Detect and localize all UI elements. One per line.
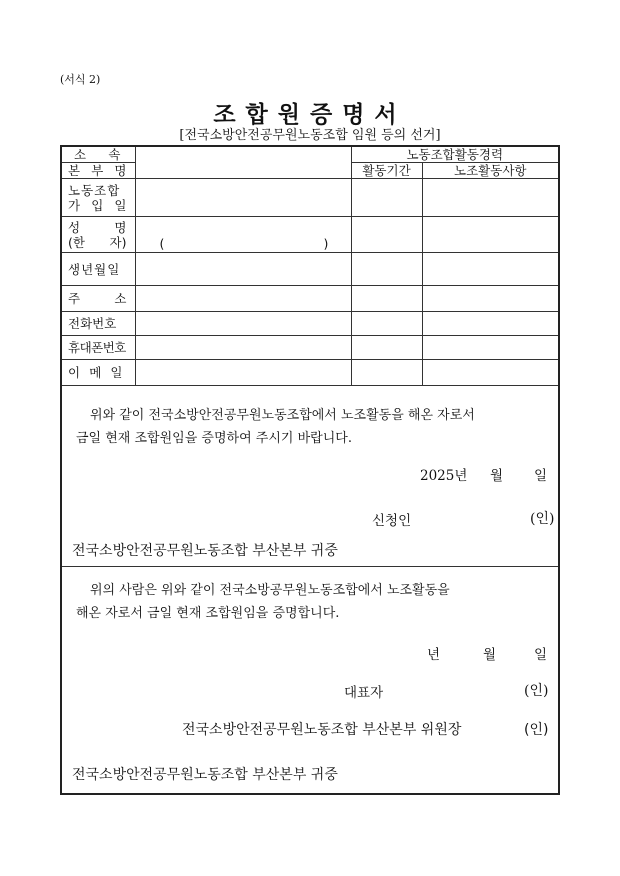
request-month: 월 bbox=[490, 468, 504, 484]
period-cell-7[interactable] bbox=[351, 360, 422, 386]
document-subtitle: [전국소방안전공무원노동조합 임원 등의 선거] bbox=[179, 128, 441, 143]
name-label: 성 명 (한 자) bbox=[62, 217, 135, 253]
activity-header: 노조활동사항 bbox=[422, 163, 558, 179]
certify-day: 일 bbox=[534, 647, 548, 663]
join-date-field[interactable] bbox=[135, 179, 351, 217]
period-cell-4[interactable] bbox=[351, 286, 422, 312]
form-frame bbox=[60, 145, 560, 795]
form-number: (서식 2) bbox=[60, 73, 101, 86]
member-info-table bbox=[62, 147, 558, 386]
request-day: 일 bbox=[534, 468, 548, 484]
request-text-line-1: 위와 같이 전국소방안전공무원노동조합에서 노조활동을 해온 자로서 bbox=[90, 408, 475, 423]
period-header: 활동기간 bbox=[351, 163, 422, 179]
period-cell-5[interactable] bbox=[351, 312, 422, 336]
mobile-field[interactable] bbox=[135, 336, 351, 360]
request-text-line-2: 금일 현재 조합원임을 증명하여 주시기 바랍니다. bbox=[76, 431, 352, 446]
headquarters-field[interactable] bbox=[135, 147, 351, 179]
period-cell-1[interactable] bbox=[351, 179, 422, 217]
chairman-seal: (인) bbox=[524, 722, 549, 738]
address-label: 주 소 bbox=[62, 286, 135, 312]
birth-label: 생년월일 bbox=[62, 253, 135, 286]
certify-text-line-1: 위의 사람은 위와 같이 전국소방공무원노동조합에서 노조활동을 bbox=[90, 583, 450, 598]
phone-field[interactable] bbox=[135, 312, 351, 336]
document-title: 조합원증명서 bbox=[213, 101, 407, 128]
request-recipient: 전국소방안전공무원노동조합 부산본부 귀중 bbox=[72, 543, 338, 559]
applicant-label: 신청인 bbox=[372, 513, 412, 529]
phone-label: 전화번호 bbox=[62, 312, 135, 336]
period-cell-6[interactable] bbox=[351, 336, 422, 360]
affiliation-label: 소 속 bbox=[62, 147, 135, 163]
activity-cell-5[interactable] bbox=[422, 312, 558, 336]
certify-text-line-2: 해온 자로서 금일 현재 조합원임을 증명합니다. bbox=[76, 606, 340, 621]
headquarters-label: 본 부 명 bbox=[62, 163, 135, 179]
period-cell-3[interactable] bbox=[351, 253, 422, 286]
name-field[interactable] bbox=[135, 217, 351, 253]
hanja-close: ) bbox=[323, 236, 329, 251]
address-field[interactable] bbox=[135, 286, 351, 312]
representative-seal: (인) bbox=[524, 683, 549, 699]
activity-cell-3[interactable] bbox=[422, 253, 558, 286]
birth-field[interactable] bbox=[135, 253, 351, 286]
request-year: 2025년 bbox=[420, 468, 468, 484]
career-header: 노동조합활동경력 bbox=[351, 147, 558, 163]
certify-month: 월 bbox=[483, 647, 497, 663]
request-section bbox=[62, 392, 558, 567]
activity-cell-7[interactable] bbox=[422, 360, 558, 386]
activity-cell-6[interactable] bbox=[422, 336, 558, 360]
certify-recipient: 전국소방안전공무원노동조합 부산본부 귀중 bbox=[72, 767, 338, 783]
activity-cell-4[interactable] bbox=[422, 286, 558, 312]
hanja-open: ( bbox=[159, 236, 165, 251]
join-date-label: 노동조합 가 입 일 bbox=[62, 179, 135, 217]
certification-section bbox=[62, 567, 558, 793]
period-cell-2[interactable] bbox=[351, 217, 422, 253]
email-field[interactable] bbox=[135, 360, 351, 386]
representative-label: 대표자 bbox=[344, 685, 384, 701]
email-label: 이 메 일 bbox=[62, 360, 135, 386]
activity-cell-1[interactable] bbox=[422, 179, 558, 217]
mobile-label: 휴대폰번호 bbox=[62, 336, 135, 360]
chairman-line: 전국소방안전공무원노동조합 부산본부 위원장 bbox=[182, 722, 462, 738]
activity-cell-2[interactable] bbox=[422, 217, 558, 253]
applicant-seal: (인) bbox=[530, 511, 555, 527]
certify-year: 년 bbox=[427, 647, 441, 663]
